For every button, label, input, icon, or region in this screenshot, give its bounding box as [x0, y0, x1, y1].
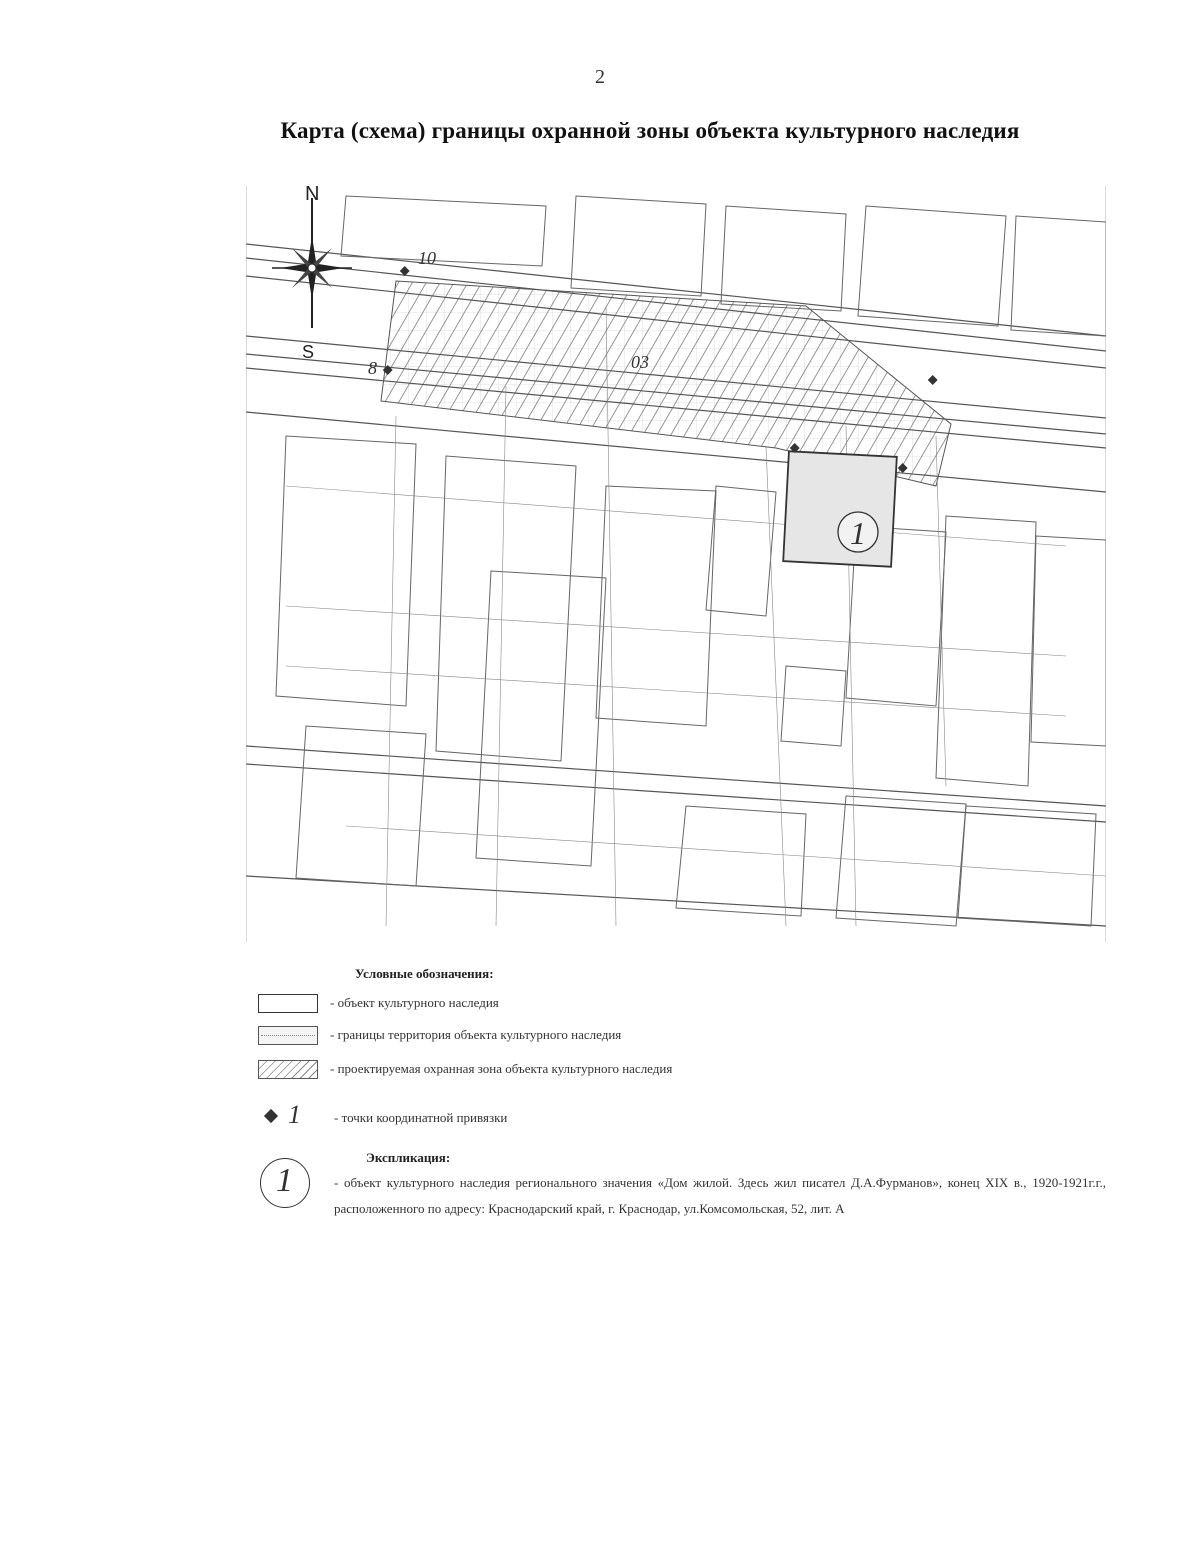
legend-item-label: - границы территория объекта культурного наследия: [330, 1027, 622, 1042]
explication-number-circle: [260, 1158, 310, 1208]
south-label: S: [302, 342, 315, 362]
dotted-rectangle-icon: [258, 1026, 318, 1045]
solid-rectangle-icon: [258, 994, 318, 1013]
diamond-icon: [264, 1109, 278, 1123]
object-number: 1: [850, 515, 866, 551]
legend-item-label: - объект культурного наследия: [330, 995, 499, 1010]
page-number: 2: [595, 66, 605, 88]
north-label: N: [305, 186, 320, 205]
legend-item-point: [264, 1100, 324, 1130]
point-label-10: 10: [418, 248, 436, 268]
legend-item-label: - проектируемая охранная зона объекта культурного наследия: [330, 1061, 673, 1076]
map: [246, 186, 1106, 942]
point-label-03: 03: [631, 352, 649, 372]
legend-point-number: 1: [288, 1100, 301, 1129]
point-label-8: 8: [368, 358, 377, 378]
legend-item-object: [258, 994, 958, 1016]
hatched-rectangle-icon: [258, 1060, 318, 1079]
legend-point-label: - точки координатной привязки: [334, 1110, 508, 1125]
heritage-object: [783, 451, 897, 567]
map-drawing: [246, 186, 1106, 942]
legend-item-territory: [258, 1026, 958, 1048]
explication-number: 1: [276, 1162, 293, 1199]
legend-item-protection-zone: [258, 1060, 958, 1082]
explication-text: - объект культурного наследия регионального значения «Дом жилой. Здесь жил писател Д.А.Фурманов», конец XIX в., 1920-1921г.г., расположенного по адресу: Краснодарский край, г. Краснодар, ул.Комсомольская, 52, лит. А: [334, 1175, 1106, 1216]
page-title: Карта (схема) границы охранной зоны объекта культурного наследия: [280, 118, 1020, 143]
explication-title: Экспликация:: [366, 1150, 451, 1165]
legend-title: Условные обозначения:: [355, 966, 494, 981]
